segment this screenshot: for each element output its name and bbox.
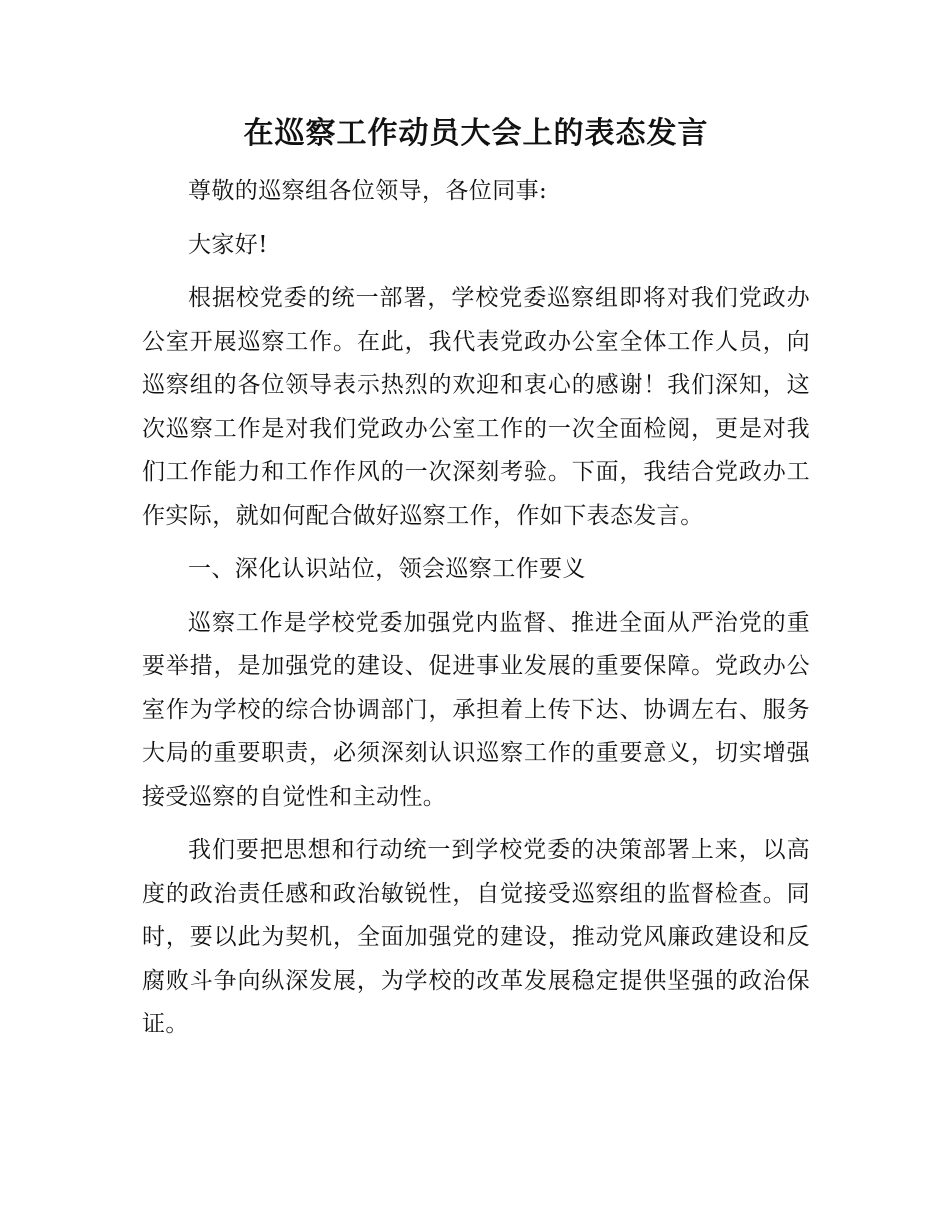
- intro-paragraph: 根据校党委的统一部署，学校党委巡察组即将对我们党政办公室开展巡察工作。在此，我代表党政办公室全体工作人员，向巡察组的各位领导表示热烈的欢迎和衷心的感谢！我们深知，这次巡察工作是对我们党政办公室工作的一次全面检阅，更是对我们工作能力和工作作风的一次深刻考验。下面，我结合党政办工作实际，就如何配合做好巡察工作，作如下表态发言。: [142, 285, 810, 529]
- section-heading: 一、深化认识站位，领会巡察工作要义: [188, 556, 586, 582]
- document-title: 在巡察工作动员大会上的表态发言: [243, 116, 709, 151]
- greeting: 大家好!: [188, 231, 268, 258]
- body-paragraph: 巡察工作是学校党委加强党内监督、推进全面从严治党的重要举措，是加强党的建设、促进事业发展的重要保障。党政办公室作为学校的综合协调部门，承担着上传下达、协调左右、服务大局的重要职责，必须深刻认识巡察工作的重要意义，切实增强接受巡察的自觉性和主动性。: [142, 609, 810, 810]
- body-paragraph: 我们要把思想和行动统一到学校党委的决策部署上来，以高度的政治责任感和政治敏锐性，自觉接受巡察组的监督检查。同时，要以此为契机，全面加强党的建设，推动党风廉政建设和反腐败斗争向纵深发展，为学校的改革发展稳定提供坚强的政治保证。: [142, 837, 810, 1037]
- document-body: [142, 110, 810, 1057]
- salutation: 尊敬的巡察组各位领导，各位同事:: [188, 178, 548, 204]
